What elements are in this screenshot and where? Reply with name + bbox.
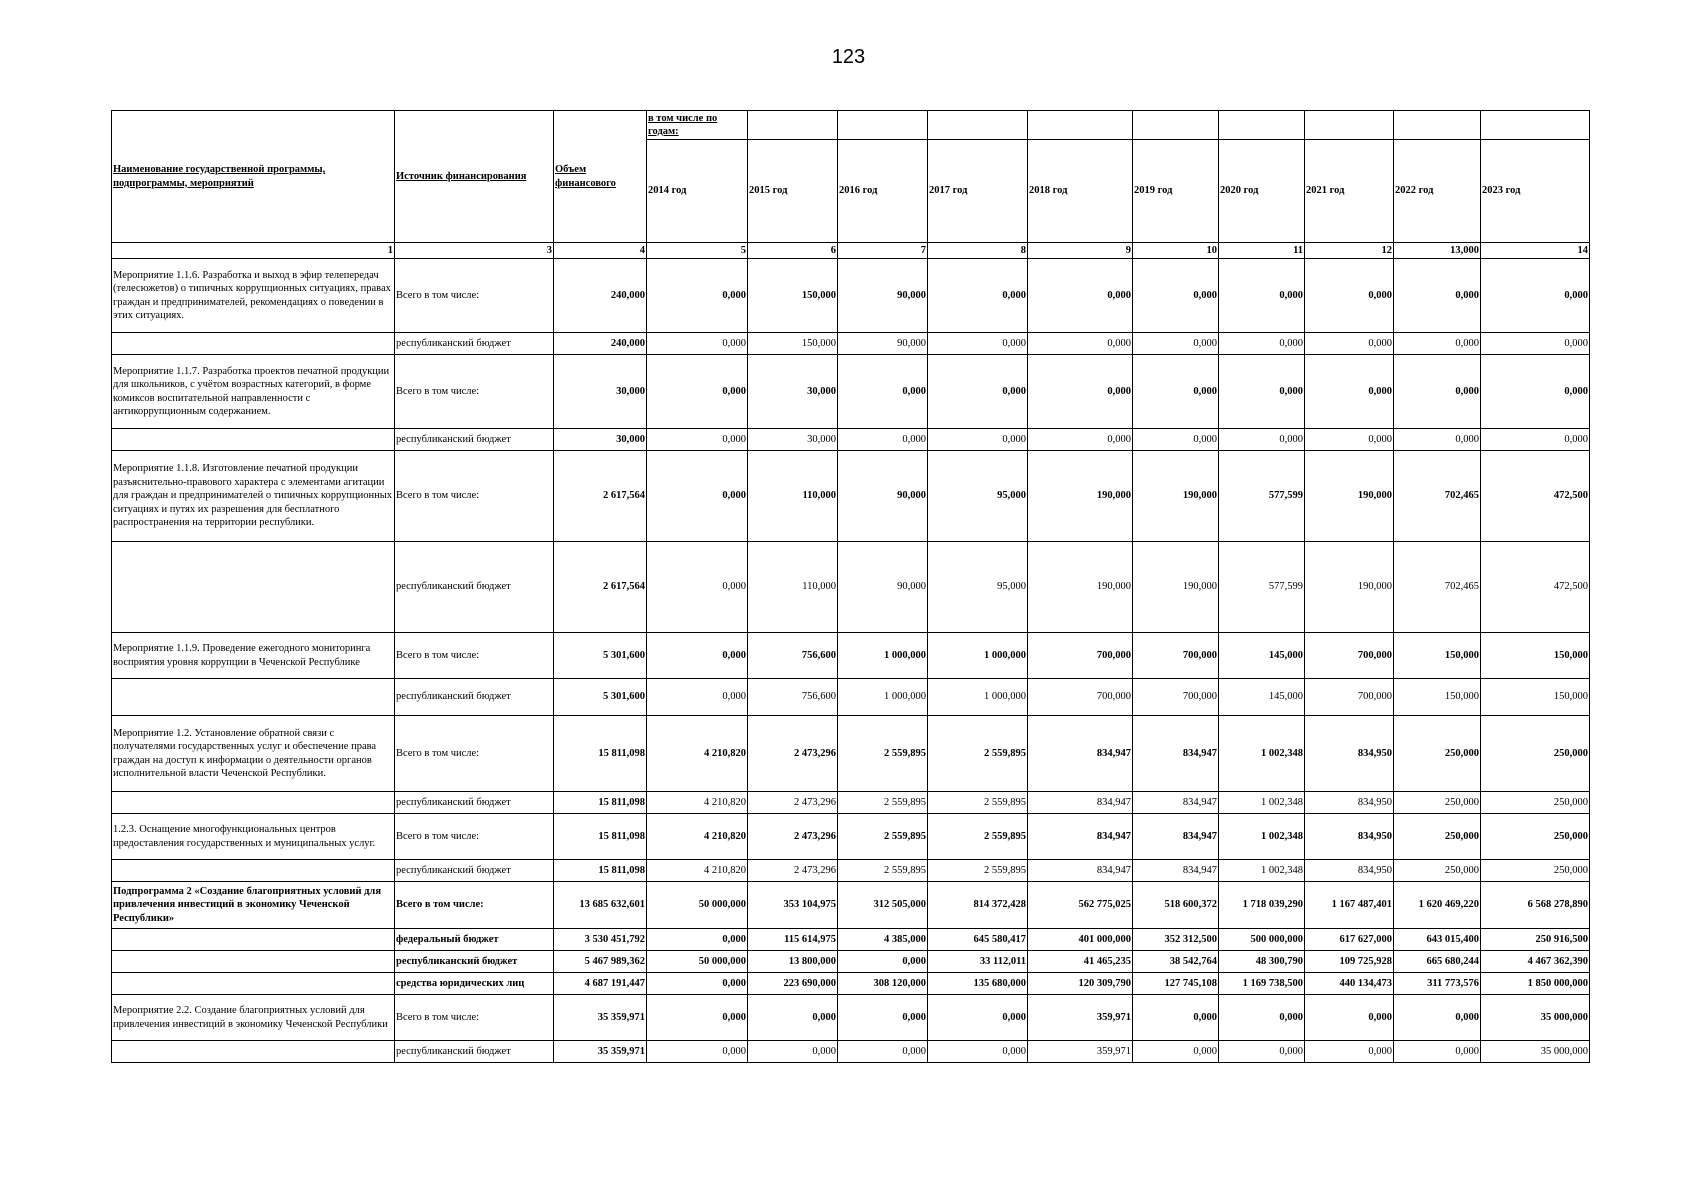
volume-cell: 5 301,600 bbox=[554, 633, 647, 679]
year-value-cell: 0,000 bbox=[1133, 995, 1219, 1041]
activity-name: Мероприятие 2.2. Создание благоприятных условий для привлечения инвестиций в экономику Чеченской Республики bbox=[112, 995, 395, 1041]
year-value-cell: 0,000 bbox=[1394, 333, 1481, 355]
year-value-cell: 700,000 bbox=[1028, 679, 1133, 716]
year-value-cell: 30,000 bbox=[748, 355, 838, 429]
year-value-cell: 0,000 bbox=[928, 429, 1028, 451]
year-value-cell: 814 372,428 bbox=[928, 882, 1028, 929]
year-value-cell: 50 000,000 bbox=[647, 951, 748, 973]
table-row bbox=[112, 929, 1590, 951]
col-number: 7 bbox=[838, 243, 928, 259]
year-value-cell: 0,000 bbox=[1481, 355, 1590, 429]
year-value-cell: 0,000 bbox=[1133, 333, 1219, 355]
year-value-cell: 834,947 bbox=[1028, 860, 1133, 882]
year-value-cell: 150,000 bbox=[1394, 679, 1481, 716]
year-value-cell: 35 000,000 bbox=[1481, 995, 1590, 1041]
year-value-cell: 0,000 bbox=[748, 995, 838, 1041]
year-value-cell: 190,000 bbox=[1028, 542, 1133, 633]
volume-cell: 13 685 632,601 bbox=[554, 882, 647, 929]
year-value-cell: 4 210,820 bbox=[647, 716, 748, 792]
year-value-cell: 834,950 bbox=[1305, 792, 1394, 814]
activity-name: 1.2.3. Оснащение многофункциональных центров предоставления государственных и муниципальных услуг. bbox=[112, 814, 395, 860]
year-value-cell: 250,000 bbox=[1481, 716, 1590, 792]
year-value-cell: 0,000 bbox=[1219, 333, 1305, 355]
volume-cell: 15 811,098 bbox=[554, 716, 647, 792]
year-value-cell: 0,000 bbox=[1305, 259, 1394, 333]
year-value-cell: 150,000 bbox=[1481, 633, 1590, 679]
year-value-cell: 1 620 469,220 bbox=[1394, 882, 1481, 929]
year-value-cell: 352 312,500 bbox=[1133, 929, 1219, 951]
column-number-row bbox=[112, 243, 1590, 259]
funding-source: Всего в том числе: bbox=[395, 451, 554, 542]
year-value-cell: 30,000 bbox=[748, 429, 838, 451]
year-value-cell: 0,000 bbox=[647, 542, 748, 633]
year-value-cell: 702,465 bbox=[1394, 542, 1481, 633]
col-number: 13,000 bbox=[1394, 243, 1481, 259]
volume-cell: 15 811,098 bbox=[554, 860, 647, 882]
year-value-cell: 150,000 bbox=[1481, 679, 1590, 716]
year-value-cell: 700,000 bbox=[1133, 633, 1219, 679]
year-value-cell: 2 473,296 bbox=[748, 792, 838, 814]
year-value-cell: 0,000 bbox=[647, 995, 748, 1041]
year-value-cell: 0,000 bbox=[1219, 355, 1305, 429]
volume-cell: 15 811,098 bbox=[554, 814, 647, 860]
year-value-cell: 700,000 bbox=[1028, 633, 1133, 679]
year-value-cell: 472,500 bbox=[1481, 542, 1590, 633]
year-value-cell: 0,000 bbox=[1305, 355, 1394, 429]
activity-name: Мероприятие 1.1.6. Разработка и выход в эфир телепередач (телесюжетов) о типичных коррупционных ситуациях, правах граждан и предпринимателей, рекомендациях о поведении в этих ситуациях. bbox=[112, 259, 395, 333]
table-row bbox=[112, 792, 1590, 814]
year-value-cell: 0,000 bbox=[838, 355, 928, 429]
year-value-cell: 1 002,348 bbox=[1219, 860, 1305, 882]
year-value-cell: 145,000 bbox=[1219, 633, 1305, 679]
year-value-cell: 110,000 bbox=[748, 542, 838, 633]
funding-source: средства юридических лиц bbox=[395, 973, 554, 995]
year-value-cell: 0,000 bbox=[928, 355, 1028, 429]
year-value-cell: 645 580,417 bbox=[928, 929, 1028, 951]
year-value-cell: 1 000,000 bbox=[928, 679, 1028, 716]
year-value-cell: 4 210,820 bbox=[647, 814, 748, 860]
year-value-cell: 50 000,000 bbox=[647, 882, 748, 929]
year-value-cell: 2 559,895 bbox=[838, 792, 928, 814]
year-value-cell: 472,500 bbox=[1481, 451, 1590, 542]
col-number: 6 bbox=[748, 243, 838, 259]
year-value-cell: 0,000 bbox=[647, 633, 748, 679]
year-value-cell: 0,000 bbox=[1394, 259, 1481, 333]
col-number: 10 bbox=[1133, 243, 1219, 259]
year-value-cell: 0,000 bbox=[1305, 1041, 1394, 1063]
year-value-cell: 0,000 bbox=[647, 1041, 748, 1063]
year-value-cell: 700,000 bbox=[1305, 633, 1394, 679]
col-number: 8 bbox=[928, 243, 1028, 259]
year-value-cell: 2 559,895 bbox=[838, 716, 928, 792]
year-value-cell: 440 134,473 bbox=[1305, 973, 1394, 995]
table-row bbox=[112, 355, 1590, 429]
year-value-cell: 250 916,500 bbox=[1481, 929, 1590, 951]
year-value-cell: 834,947 bbox=[1133, 860, 1219, 882]
year-value-cell: 0,000 bbox=[838, 1041, 928, 1063]
year-value-cell: 0,000 bbox=[1305, 429, 1394, 451]
year-value-cell: 359,971 bbox=[1028, 995, 1133, 1041]
year-value-cell: 643 015,400 bbox=[1394, 929, 1481, 951]
year-value-cell: 120 309,790 bbox=[1028, 973, 1133, 995]
year-value-cell: 665 680,244 bbox=[1394, 951, 1481, 973]
year-value-cell: 190,000 bbox=[1133, 451, 1219, 542]
page-number: 123 bbox=[831, 46, 866, 68]
year-2015: 2015 год bbox=[748, 140, 838, 243]
year-value-cell: 38 542,764 bbox=[1133, 951, 1219, 973]
year-value-cell: 834,950 bbox=[1305, 814, 1394, 860]
year-value-cell: 190,000 bbox=[1028, 451, 1133, 542]
year-value-cell: 617 627,000 bbox=[1305, 929, 1394, 951]
col-number: 9 bbox=[1028, 243, 1133, 259]
year-2014: 2014 год bbox=[647, 140, 748, 243]
year-value-cell: 0,000 bbox=[1481, 429, 1590, 451]
col-number: 4 bbox=[554, 243, 647, 259]
year-value-cell: 1 002,348 bbox=[1219, 792, 1305, 814]
funding-source: Всего в том числе: bbox=[395, 716, 554, 792]
header-including: в том числе по годам: bbox=[647, 111, 748, 140]
year-value-cell: 127 745,108 bbox=[1133, 973, 1219, 995]
col-number: 11 bbox=[1219, 243, 1305, 259]
volume-cell: 30,000 bbox=[554, 355, 647, 429]
year-value-cell: 2 559,895 bbox=[928, 716, 1028, 792]
volume-cell: 35 359,971 bbox=[554, 1041, 647, 1063]
col-number: 12 bbox=[1305, 243, 1394, 259]
funding-source: республиканский бюджет bbox=[395, 542, 554, 633]
year-value-cell: 0,000 bbox=[1133, 429, 1219, 451]
year-value-cell: 834,947 bbox=[1028, 792, 1133, 814]
table-row bbox=[112, 882, 1590, 929]
year-value-cell: 95,000 bbox=[928, 451, 1028, 542]
activity-name: Подпрограмма 2 «Создание благоприятных условий для привлечения инвестиций в экономику Чеченской Республики» bbox=[112, 882, 395, 929]
table-row bbox=[112, 860, 1590, 882]
year-value-cell: 0,000 bbox=[838, 995, 928, 1041]
year-value-cell: 577,599 bbox=[1219, 542, 1305, 633]
table-row bbox=[112, 542, 1590, 633]
year-value-cell: 1 000,000 bbox=[838, 633, 928, 679]
year-value-cell: 0,000 bbox=[647, 333, 748, 355]
year-value-cell: 1 850 000,000 bbox=[1481, 973, 1590, 995]
year-2019: 2019 год bbox=[1133, 140, 1219, 243]
year-value-cell: 4 385,000 bbox=[838, 929, 928, 951]
year-2023: 2023 год bbox=[1481, 140, 1590, 243]
funding-source: федеральный бюджет bbox=[395, 929, 554, 951]
year-value-cell: 0,000 bbox=[1219, 995, 1305, 1041]
year-value-cell: 0,000 bbox=[1028, 429, 1133, 451]
table-row bbox=[112, 259, 1590, 333]
funding-source: Всего в том числе: bbox=[395, 814, 554, 860]
year-value-cell: 109 725,928 bbox=[1305, 951, 1394, 973]
year-value-cell: 359,971 bbox=[1028, 1041, 1133, 1063]
year-value-cell: 2 559,895 bbox=[838, 860, 928, 882]
funding-source: Всего в том числе: bbox=[395, 633, 554, 679]
year-value-cell: 401 000,000 bbox=[1028, 929, 1133, 951]
year-value-cell: 0,000 bbox=[647, 355, 748, 429]
year-value-cell: 0,000 bbox=[647, 259, 748, 333]
activity-name bbox=[112, 679, 395, 716]
funding-source: республиканский бюджет bbox=[395, 429, 554, 451]
year-value-cell: 110,000 bbox=[748, 451, 838, 542]
activity-name bbox=[112, 973, 395, 995]
year-value-cell: 353 104,975 bbox=[748, 882, 838, 929]
activity-name bbox=[112, 333, 395, 355]
year-value-cell: 6 568 278,890 bbox=[1481, 882, 1590, 929]
year-value-cell: 150,000 bbox=[1394, 633, 1481, 679]
year-value-cell: 250,000 bbox=[1394, 860, 1481, 882]
year-value-cell: 0,000 bbox=[1481, 259, 1590, 333]
year-value-cell: 0,000 bbox=[1219, 259, 1305, 333]
header-row-top bbox=[112, 111, 1590, 140]
year-value-cell: 1 718 039,290 bbox=[1219, 882, 1305, 929]
year-value-cell: 834,950 bbox=[1305, 716, 1394, 792]
activity-name: Мероприятие 1.1.8. Изготовление печатной продукции разъяснительно-правового характера с элементами агитации для граждан и предпринимателей о типичных коррупционных ситуациях и путях их разрешения для бесплатного распространения на территории республики. bbox=[112, 451, 395, 542]
col-number: 3 bbox=[395, 243, 554, 259]
table-row bbox=[112, 451, 1590, 542]
funding-source: республиканский бюджет bbox=[395, 860, 554, 882]
year-value-cell: 834,947 bbox=[1028, 716, 1133, 792]
year-value-cell: 756,600 bbox=[748, 633, 838, 679]
year-value-cell: 0,000 bbox=[1481, 333, 1590, 355]
year-value-cell: 1 002,348 bbox=[1219, 716, 1305, 792]
year-value-cell: 33 112,011 bbox=[928, 951, 1028, 973]
activity-name: Мероприятие 1.1.9. Проведение ежегодного мониторинга восприятия уровня коррупции в Чеченской Республике bbox=[112, 633, 395, 679]
year-value-cell: 13 800,000 bbox=[748, 951, 838, 973]
year-value-cell: 95,000 bbox=[928, 542, 1028, 633]
year-value-cell: 250,000 bbox=[1394, 716, 1481, 792]
table-row bbox=[112, 333, 1590, 355]
volume-cell: 5 301,600 bbox=[554, 679, 647, 716]
header-name: Наименование государственной программы, подпрограммы, мероприятий bbox=[112, 111, 395, 243]
year-value-cell: 834,950 bbox=[1305, 860, 1394, 882]
table-row bbox=[112, 679, 1590, 716]
year-value-cell: 0,000 bbox=[647, 451, 748, 542]
volume-cell: 4 687 191,447 bbox=[554, 973, 647, 995]
year-value-cell: 2 473,296 bbox=[748, 716, 838, 792]
year-value-cell: 756,600 bbox=[748, 679, 838, 716]
year-value-cell: 0,000 bbox=[1219, 1041, 1305, 1063]
year-value-cell: 2 559,895 bbox=[928, 814, 1028, 860]
year-value-cell: 250,000 bbox=[1481, 792, 1590, 814]
year-value-cell: 135 680,000 bbox=[928, 973, 1028, 995]
volume-cell: 35 359,971 bbox=[554, 995, 647, 1041]
activity-name bbox=[112, 429, 395, 451]
funding-source: Всего в том числе: bbox=[395, 995, 554, 1041]
volume-cell: 2 617,564 bbox=[554, 451, 647, 542]
year-value-cell: 0,000 bbox=[647, 929, 748, 951]
year-value-cell: 250,000 bbox=[1394, 814, 1481, 860]
funding-source: республиканский бюджет bbox=[395, 679, 554, 716]
activity-name bbox=[112, 951, 395, 973]
year-value-cell: 0,000 bbox=[1028, 355, 1133, 429]
year-value-cell: 0,000 bbox=[928, 333, 1028, 355]
table-row bbox=[112, 429, 1590, 451]
year-value-cell: 1 167 487,401 bbox=[1305, 882, 1394, 929]
year-value-cell: 250,000 bbox=[1394, 792, 1481, 814]
year-value-cell: 150,000 bbox=[748, 259, 838, 333]
year-value-cell: 190,000 bbox=[1133, 542, 1219, 633]
year-value-cell: 2 559,895 bbox=[838, 814, 928, 860]
year-value-cell: 4 210,820 bbox=[647, 860, 748, 882]
year-value-cell: 562 775,025 bbox=[1028, 882, 1133, 929]
year-value-cell: 1 000,000 bbox=[928, 633, 1028, 679]
col-number: 14 bbox=[1481, 243, 1590, 259]
volume-cell: 30,000 bbox=[554, 429, 647, 451]
year-value-cell: 48 300,790 bbox=[1219, 951, 1305, 973]
funding-source: республиканский бюджет bbox=[395, 951, 554, 973]
year-value-cell: 4 210,820 bbox=[647, 792, 748, 814]
year-value-cell: 0,000 bbox=[928, 995, 1028, 1041]
year-value-cell: 41 465,235 bbox=[1028, 951, 1133, 973]
table-row bbox=[112, 814, 1590, 860]
year-value-cell: 834,947 bbox=[1133, 814, 1219, 860]
year-value-cell: 190,000 bbox=[1305, 542, 1394, 633]
year-value-cell: 0,000 bbox=[1305, 995, 1394, 1041]
year-value-cell: 223 690,000 bbox=[748, 973, 838, 995]
year-2016: 2016 год bbox=[838, 140, 928, 243]
year-value-cell: 0,000 bbox=[647, 973, 748, 995]
year-value-cell: 577,599 bbox=[1219, 451, 1305, 542]
year-value-cell: 2 473,296 bbox=[748, 814, 838, 860]
activity-name bbox=[112, 860, 395, 882]
year-value-cell: 312 505,000 bbox=[838, 882, 928, 929]
funding-source: республиканский бюджет bbox=[395, 333, 554, 355]
year-2020: 2020 год bbox=[1219, 140, 1305, 243]
year-value-cell: 0,000 bbox=[1394, 995, 1481, 1041]
year-value-cell: 0,000 bbox=[1219, 429, 1305, 451]
year-value-cell: 702,465 bbox=[1394, 451, 1481, 542]
year-2021: 2021 год bbox=[1305, 140, 1394, 243]
volume-cell: 15 811,098 bbox=[554, 792, 647, 814]
header-source: Источник финансирования bbox=[395, 111, 554, 243]
year-value-cell: 0,000 bbox=[928, 259, 1028, 333]
activity-name bbox=[112, 792, 395, 814]
volume-cell: 2 617,564 bbox=[554, 542, 647, 633]
budget-table bbox=[111, 110, 1590, 1063]
col-number: 5 bbox=[647, 243, 748, 259]
activity-name bbox=[112, 542, 395, 633]
year-value-cell: 700,000 bbox=[1133, 679, 1219, 716]
activity-name bbox=[112, 1041, 395, 1063]
year-value-cell: 250,000 bbox=[1481, 814, 1590, 860]
header-volume: Объем финансового bbox=[554, 111, 647, 243]
year-value-cell: 145,000 bbox=[1219, 679, 1305, 716]
year-value-cell: 0,000 bbox=[1133, 259, 1219, 333]
year-value-cell: 4 467 362,390 bbox=[1481, 951, 1590, 973]
year-2022: 2022 год bbox=[1394, 140, 1481, 243]
volume-cell: 240,000 bbox=[554, 333, 647, 355]
year-value-cell: 250,000 bbox=[1481, 860, 1590, 882]
year-value-cell: 90,000 bbox=[838, 333, 928, 355]
year-value-cell: 150,000 bbox=[748, 333, 838, 355]
volume-cell: 240,000 bbox=[554, 259, 647, 333]
funding-source: Всего в том числе: bbox=[395, 259, 554, 333]
funding-source: Всего в том числе: bbox=[395, 882, 554, 929]
funding-source: Всего в том числе: bbox=[395, 355, 554, 429]
activity-name bbox=[112, 929, 395, 951]
table-row bbox=[112, 633, 1590, 679]
year-value-cell: 0,000 bbox=[838, 429, 928, 451]
year-value-cell: 0,000 bbox=[928, 1041, 1028, 1063]
year-value-cell: 0,000 bbox=[647, 429, 748, 451]
table-row bbox=[112, 995, 1590, 1041]
year-value-cell: 190,000 bbox=[1305, 451, 1394, 542]
table-row bbox=[112, 973, 1590, 995]
year-value-cell: 90,000 bbox=[838, 259, 928, 333]
year-value-cell: 311 773,576 bbox=[1394, 973, 1481, 995]
year-value-cell: 2 559,895 bbox=[928, 792, 1028, 814]
activity-name: Мероприятие 1.2. Установление обратной связи с получателями государственных услуг и обеспечение права граждан на доступ к информации о деятельности органов исполнительной власти Чеченской Республики. bbox=[112, 716, 395, 792]
year-2018: 2018 год bbox=[1028, 140, 1133, 243]
year-value-cell: 1 002,348 bbox=[1219, 814, 1305, 860]
year-value-cell: 834,947 bbox=[1133, 792, 1219, 814]
table-row bbox=[112, 951, 1590, 973]
year-value-cell: 115 614,975 bbox=[748, 929, 838, 951]
funding-source: республиканский бюджет bbox=[395, 792, 554, 814]
year-value-cell: 90,000 bbox=[838, 542, 928, 633]
year-value-cell: 0,000 bbox=[1028, 259, 1133, 333]
year-value-cell: 2 473,296 bbox=[748, 860, 838, 882]
col-number: 1 bbox=[112, 243, 395, 259]
year-value-cell: 518 600,372 bbox=[1133, 882, 1219, 929]
year-value-cell: 834,947 bbox=[1133, 716, 1219, 792]
volume-cell: 3 530 451,792 bbox=[554, 929, 647, 951]
year-value-cell: 0,000 bbox=[1394, 429, 1481, 451]
funding-source: республиканский бюджет bbox=[395, 1041, 554, 1063]
year-value-cell: 0,000 bbox=[838, 951, 928, 973]
year-value-cell: 0,000 bbox=[1394, 1041, 1481, 1063]
activity-name: Мероприятие 1.1.7. Разработка проектов печатной продукции для школьников, с учётом возрастных категорий, в форме комиксов воспитательной направленности с антикоррупционным содержанием. bbox=[112, 355, 395, 429]
year-value-cell: 1 169 738,500 bbox=[1219, 973, 1305, 995]
year-value-cell: 0,000 bbox=[1133, 355, 1219, 429]
year-value-cell: 1 000,000 bbox=[838, 679, 928, 716]
volume-cell: 5 467 989,362 bbox=[554, 951, 647, 973]
year-value-cell: 0,000 bbox=[1394, 355, 1481, 429]
year-value-cell: 500 000,000 bbox=[1219, 929, 1305, 951]
year-value-cell: 700,000 bbox=[1305, 679, 1394, 716]
year-value-cell: 2 559,895 bbox=[928, 860, 1028, 882]
year-value-cell: 308 120,000 bbox=[838, 973, 928, 995]
year-value-cell: 0,000 bbox=[647, 679, 748, 716]
table-row bbox=[112, 1041, 1590, 1063]
year-value-cell: 35 000,000 bbox=[1481, 1041, 1590, 1063]
year-value-cell: 834,947 bbox=[1028, 814, 1133, 860]
year-value-cell: 0,000 bbox=[748, 1041, 838, 1063]
year-value-cell: 90,000 bbox=[838, 451, 928, 542]
year-value-cell: 0,000 bbox=[1305, 333, 1394, 355]
table-row bbox=[112, 716, 1590, 792]
year-value-cell: 0,000 bbox=[1133, 1041, 1219, 1063]
year-value-cell: 0,000 bbox=[1028, 333, 1133, 355]
year-2017: 2017 год bbox=[928, 140, 1028, 243]
